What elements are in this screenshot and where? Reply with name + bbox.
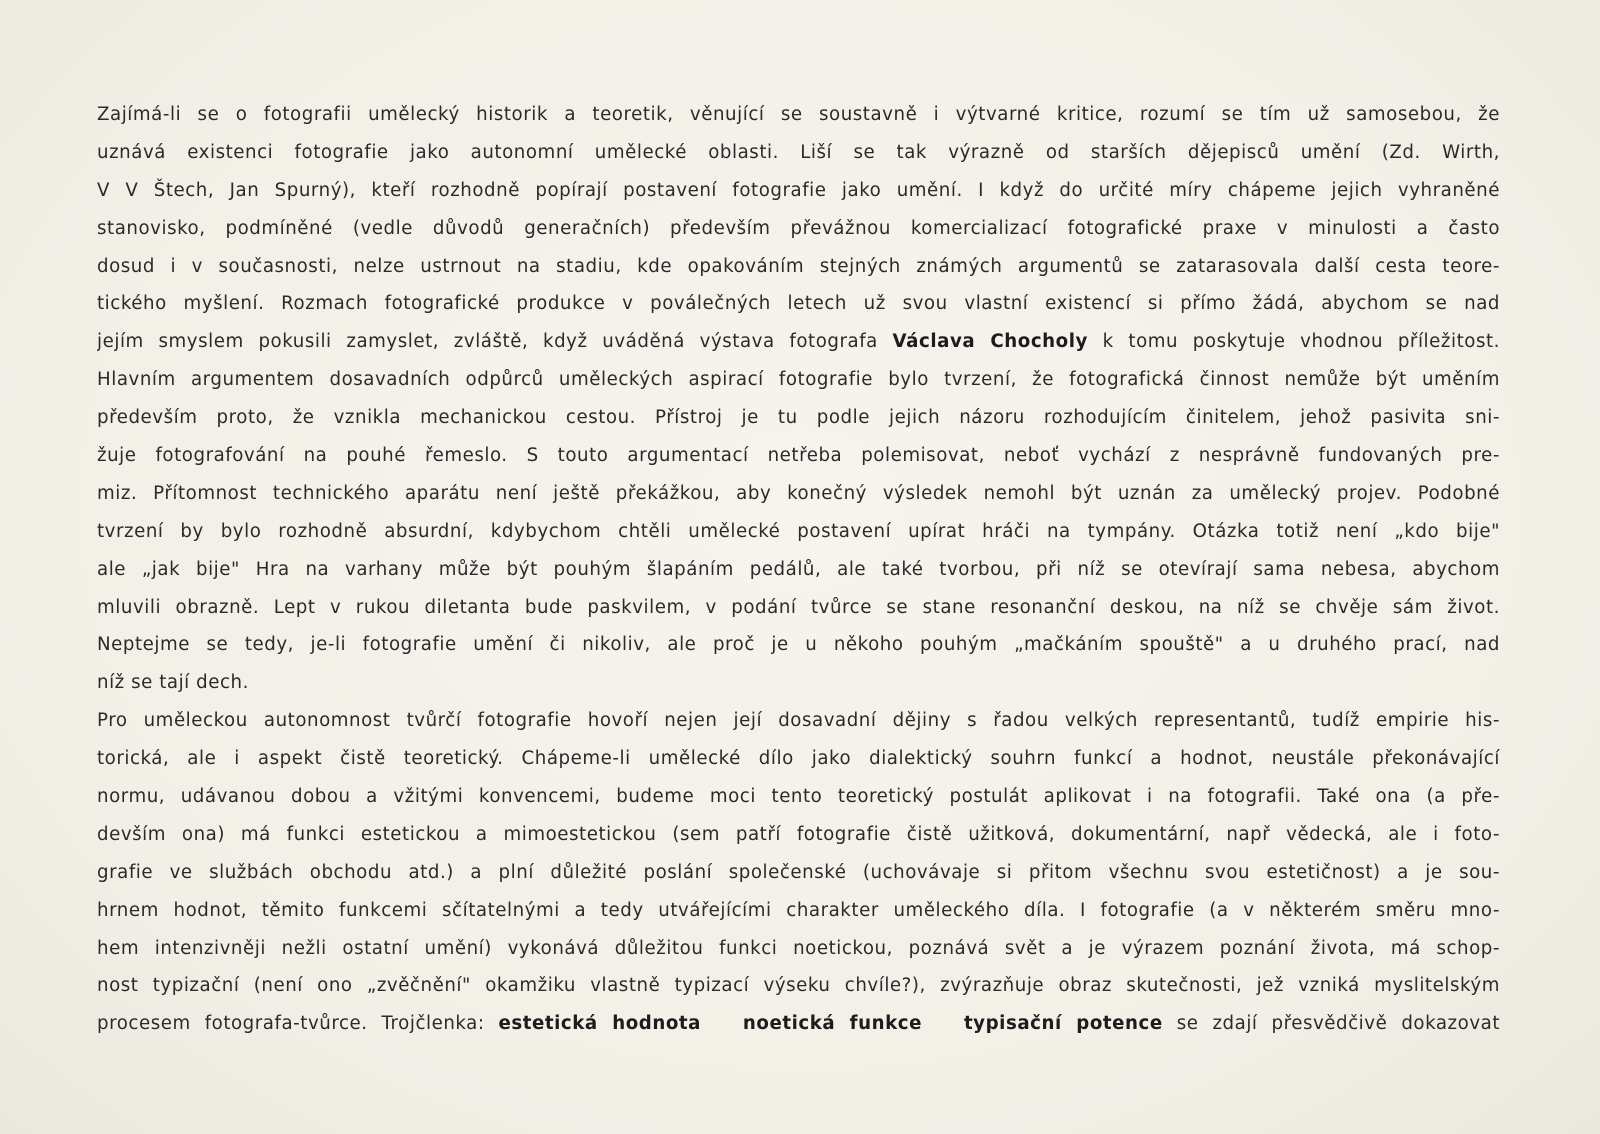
text-run: Neptejme se tedy, je-li fotografie umění či nikoliv, ale proč je u někoho pouhým „mačkáním spouště" a u druhého prací, nad: [97, 634, 1500, 656]
text-line: [97, 172, 1500, 210]
text-run: [701, 1013, 743, 1034]
paragraph-2: [97, 702, 1500, 1043]
text-line: [97, 778, 1500, 816]
text-line: [97, 892, 1500, 930]
emphasized-term: estetická hodnota: [498, 1013, 701, 1035]
text-run: [922, 1013, 964, 1034]
text-run: žuje fotografování na pouhé řemeslo. S touto argumentací netřeba polemisovat, neboť vychází z nesprávně fundovaných pre-: [97, 445, 1500, 467]
text-run: Pro uměleckou autonomnost tvůrčí fotografie hovoří nejen její dosavadní dějiny s řadou velkých representantů, tudíž empirie his-: [97, 710, 1500, 732]
emphasized-term: Václava Chocholy: [892, 331, 1088, 353]
text-line: [97, 854, 1500, 892]
text-line: [97, 323, 1500, 361]
text-line: [97, 399, 1500, 437]
text-line: [97, 513, 1500, 551]
text-line: [97, 702, 1500, 740]
text-run: torická, ale i aspekt čistě teoretický. Chápeme-li umělecké dílo jako dialektický souhrn funkcí a hodnot, neustále překonávající: [97, 748, 1500, 770]
emphasized-term: noetická funkce: [742, 1013, 923, 1035]
text-line: [97, 626, 1500, 664]
text-run: V V Štech, Jan Spurný), kteří rozhodně popírají postavení fotografie jako umění. I když do určité míry chápeme jejich vyhraněné: [97, 179, 1500, 201]
text-line: [97, 930, 1500, 968]
text-line: [97, 134, 1500, 172]
text-run: devším ona) má funkci estetickou a mimoestetickou (sem patří fotografie čistě užitková, dokumentární, např vědecká, ale i foto-: [97, 823, 1500, 845]
text-line: [97, 210, 1500, 248]
paragraph-1: [97, 96, 1500, 702]
text-run: procesem fotografa-tvůrce. Trojčlenka:: [97, 1013, 499, 1035]
text-run: tvrzení by bylo rozhodně absurdní, kdybychom chtěli umělecké postavení upírat hráči na tympány. Otázka totiž není „kdo bije": [97, 520, 1500, 542]
text-run: Zajímá-li se o fotografii umělecký historik a teoretik, věnující se soustavně i výtvarné kritice, rozumí se tím už samosebou, že: [97, 104, 1500, 125]
text-line: [97, 285, 1500, 323]
text-run: normu, udávanou dobou a vžitými konvencemi, budeme moci tento teoretický postulát aplikovat i na fotografii. Také ona (a pře-: [97, 786, 1500, 808]
text-run: tického myšlení. Rozmach fotografické produkce v poválečných letech už svou vlastní existencí si přímo žádá, abychom se nad: [97, 293, 1500, 315]
text-line: [97, 816, 1500, 854]
text-line: [97, 740, 1500, 778]
text-line: [97, 589, 1500, 627]
text-line: [97, 361, 1500, 399]
text-run: miz. Přítomnost technického aparátu není ještě překážkou, aby konečný výsledek nemohl být uznán za umělecký projev. Podobné: [97, 482, 1500, 504]
text-line: [97, 96, 1500, 134]
text-run: grafie ve službách obchodu atd.) a plní důležité poslání společenské (uchovávaje si přitom všechnu svou estetičnost) a je sou-: [97, 861, 1500, 883]
text-run: mluvili obrazně. Lept v rukou diletanta bude paskvilem, v podání tvůrce se stane resonanční deskou, na níž se chvěje sám život.: [97, 596, 1500, 618]
text-run: stanovisko, podmíněné (vedle důvodů generačních) především převážnou komercializací fotografické praxe v minulosti a často: [97, 217, 1500, 239]
text-line: [97, 551, 1500, 589]
text-line: [97, 437, 1500, 475]
text-run: jejím smyslem pokusili zamyslet, zvláště, když uváděná výstava fotografa: [97, 331, 893, 353]
text-run: k tomu poskytuje vhodnou příležitost.: [1087, 331, 1500, 353]
text-run: nost typizační (není ono „zvěčnění" okamžiku vlastně typizací výseku chvíle?), zvýrazňuje obraz skutečnosti, jež vzniká myslitelským: [97, 975, 1500, 997]
text-run: Hlavním argumentem dosavadních odpůrců uměleckých aspirací fotografie bylo tvrzení, že fotografická činnost nemůže být uměním: [97, 369, 1500, 391]
text-run: hrnem hodnot, těmito funkcemi sčítatelnými a tedy utvářejícími charakter uměleckého díla. I fotografie (a v některém směru mno-: [97, 899, 1500, 921]
text-run: uznává existenci fotografie jako autonomní umělecké oblasti. Liší se tak výrazně od starších dějepisců umění (Zd. Wirth,: [97, 141, 1500, 163]
text-line: [97, 967, 1500, 1005]
text-line: [97, 475, 1500, 513]
text-run: se zdají přesvědčivě dokazovat: [1162, 1013, 1500, 1035]
text-run: ale „jak bije" Hra na varhany může být pouhým šlapáním pedálů, ale také tvorbou, při níž se otevírají sama nebesa, abychom: [97, 558, 1500, 580]
emphasized-term: typisační potence: [963, 1013, 1163, 1035]
text-line: [97, 1005, 1500, 1043]
text-line: [97, 248, 1500, 286]
text-line: [97, 664, 1500, 702]
article-text: [97, 96, 1500, 1043]
text-run: hem intenzivněji nežli ostatní umění) vykonává důležitou funkci noetickou, poznává svět a je výrazem poznání života, má schop-: [97, 937, 1500, 959]
text-run: dosud i v současnosti, nelze ustrnout na stadiu, kde opakováním stejných známých argumentů se zatarasovala další cesta teore-: [97, 255, 1500, 277]
text-run: níž se tají dech.: [97, 672, 249, 694]
text-run: především proto, že vznikla mechanickou cestou. Přístroj je tu podle jejich názoru rozhodujícím činitelem, jehož pasivita sni-: [97, 407, 1500, 429]
